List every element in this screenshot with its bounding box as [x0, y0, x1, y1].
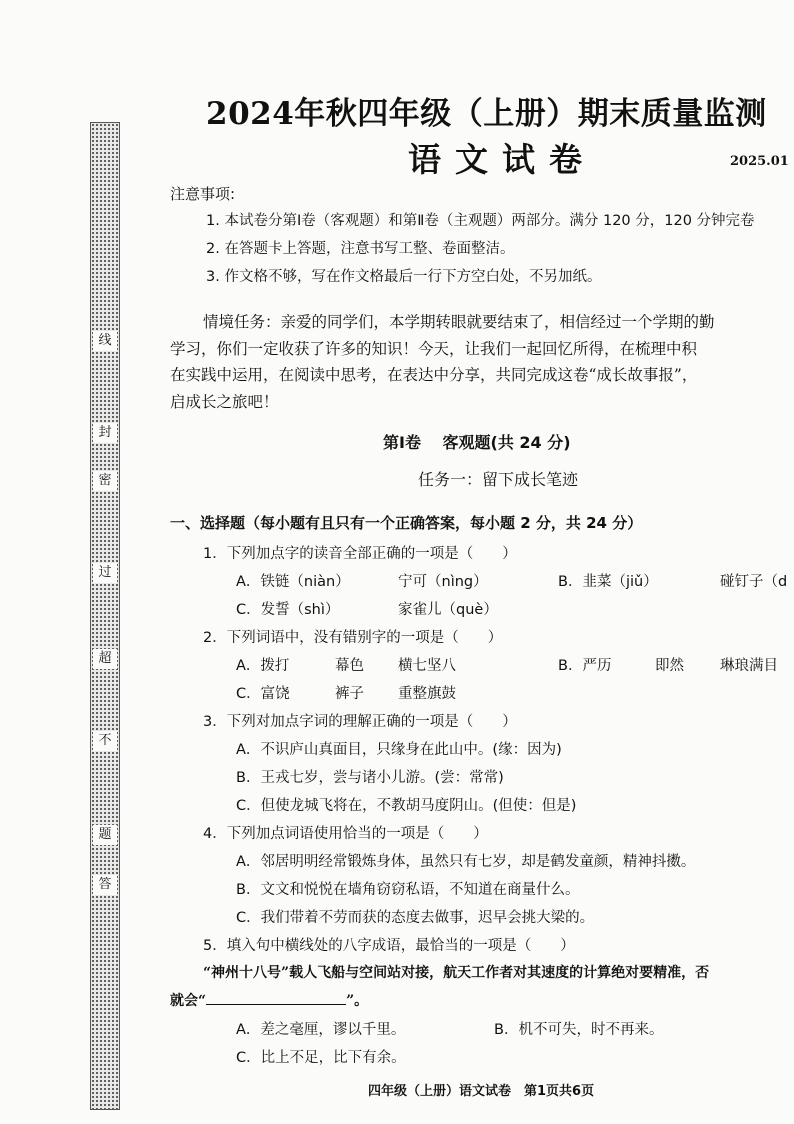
- context-line: 学习，你们一定收获了许多的知识！今天，让我们一起回忆所得，在梳理中积: [170, 340, 698, 358]
- q2-option-b-word: B．严历: [558, 658, 612, 674]
- note-item: 1. 本试卷分第Ⅰ卷（客观题）和第Ⅱ卷（主观题）两部分。满分 120 分，120 分钟完卷: [206, 213, 755, 229]
- exam-subtitle: 语文试卷: [408, 140, 596, 179]
- section-title: 第Ⅰ卷 客观题(共 24 分): [383, 433, 571, 452]
- binding-char: 答: [93, 875, 117, 895]
- note-item: 2. 在答题卡上答题，注意书写工整、卷面整洁。: [206, 241, 515, 257]
- q1-option-a1: A．铁链（niàn）: [236, 574, 350, 590]
- q3-stem: 3．下列对加点字词的理解正确的一项是（ ）: [203, 714, 517, 730]
- context-line: 情境任务：亲爱的同学们，本学期转眼就要结束了，相信经过一个学期的勤: [203, 313, 715, 331]
- q5-option-c: C．比上不足，比下有余。: [236, 1050, 406, 1066]
- q5-stem: 5．填入句中横线处的八字成语，最恰当的一项是（ ）: [203, 938, 575, 954]
- q3-option-a: A．不识庐山真面目，只缘身在此山中。(缘：因为): [236, 742, 562, 758]
- binding-char: 超: [93, 649, 117, 669]
- note-item: 3. 作文格不够，写在作文格最后一行下方空白处，不另加纸。: [206, 269, 602, 285]
- q2-option-a-word: 幕色: [335, 658, 364, 674]
- q2-option-c-word: 重整旗鼓: [398, 686, 456, 702]
- part-heading: 一、选择题（每小题有且只有一个正确答案，每小题 2 分，共 24 分）: [170, 514, 643, 532]
- exam-title: 2024年秋四年级（上册）期末质量监测: [206, 96, 767, 132]
- binding-char: 封: [93, 423, 117, 443]
- q2-option-b-word: 琳琅满目: [720, 658, 778, 674]
- binding-char: 过: [93, 563, 117, 583]
- binding-strip: [90, 122, 120, 1110]
- q1-stem: 1．下列加点字的读音全部正确的一项是（ ）: [203, 546, 517, 562]
- q5-context: “神州十八号”载人飞船与空间站对接，航天工作者对其速度的计算绝对要精准，否: [203, 965, 710, 981]
- q1-option-a2: 宁可（nìng）: [398, 574, 488, 590]
- answer-blank: [206, 990, 346, 1005]
- q5-context-cont: [170, 990, 368, 1010]
- binding-char: 题: [93, 825, 117, 845]
- q2-option-a-word: 横七坚八: [398, 658, 456, 674]
- q2-option-c-word: 裤子: [335, 686, 364, 702]
- q1-option-b1: B．韭菜（jiǔ）: [558, 574, 658, 590]
- q5-option-a: A．差之毫厘，谬以千里。: [236, 1022, 406, 1038]
- q5-context-prefix: 就会“: [170, 993, 207, 1009]
- q5-context-suffix: ”。: [346, 993, 369, 1009]
- q2-option-b-word: 即然: [655, 658, 684, 674]
- q5-option-b: B．机不可失，时不再来。: [494, 1022, 664, 1038]
- q1-option-c1: C．发誓（shì）: [236, 602, 340, 618]
- notes-heading: 注意事项:: [170, 185, 236, 203]
- exam-date: 2025.01: [730, 154, 789, 169]
- q1-option-c2: 家雀儿（què）: [398, 602, 498, 618]
- context-line: 在实践中运用，在阅读中思考，在表达中分享，共同完成这卷“成长故事报”，: [170, 366, 698, 384]
- binding-char: 线: [93, 331, 117, 351]
- binding-char: 密: [93, 471, 117, 491]
- q2-option-a-word: A．拨打: [236, 658, 290, 674]
- q1-option-b2: 碰钉子（d: [720, 574, 788, 590]
- q4-option-b: B．文文和悦悦在墙角窃窃私语，不知道在商量什么。: [236, 882, 580, 898]
- q2-stem: 2．下列词语中，没有错别字的一项是（ ）: [203, 630, 503, 646]
- q4-option-c: C．我们带着不劳而获的态度去做事，迟早会挑大梁的。: [236, 910, 595, 926]
- q3-option-c: C．但使龙城飞将在，不教胡马度阴山。(但使：但是): [236, 798, 577, 814]
- page-footer: 四年级（上册）语文试卷 第1页共6页: [368, 1084, 595, 1099]
- context-line: 启成长之旅吧！: [170, 393, 279, 411]
- q3-option-b: B．王戎七岁，尝与诸小儿游。(尝：常常): [236, 770, 504, 786]
- q4-stem: 4．下列加点词语使用恰当的一项是（ ）: [203, 826, 488, 842]
- task-title: 任务一：留下成长笔迹: [418, 470, 579, 489]
- binding-char: 不: [93, 731, 117, 751]
- q2-option-c-word: C．富饶: [236, 686, 290, 702]
- q4-option-a: A．邻居明明经常锻炼身体，虽然只有七岁，却是鹤发童颜，精神抖擞。: [236, 854, 696, 870]
